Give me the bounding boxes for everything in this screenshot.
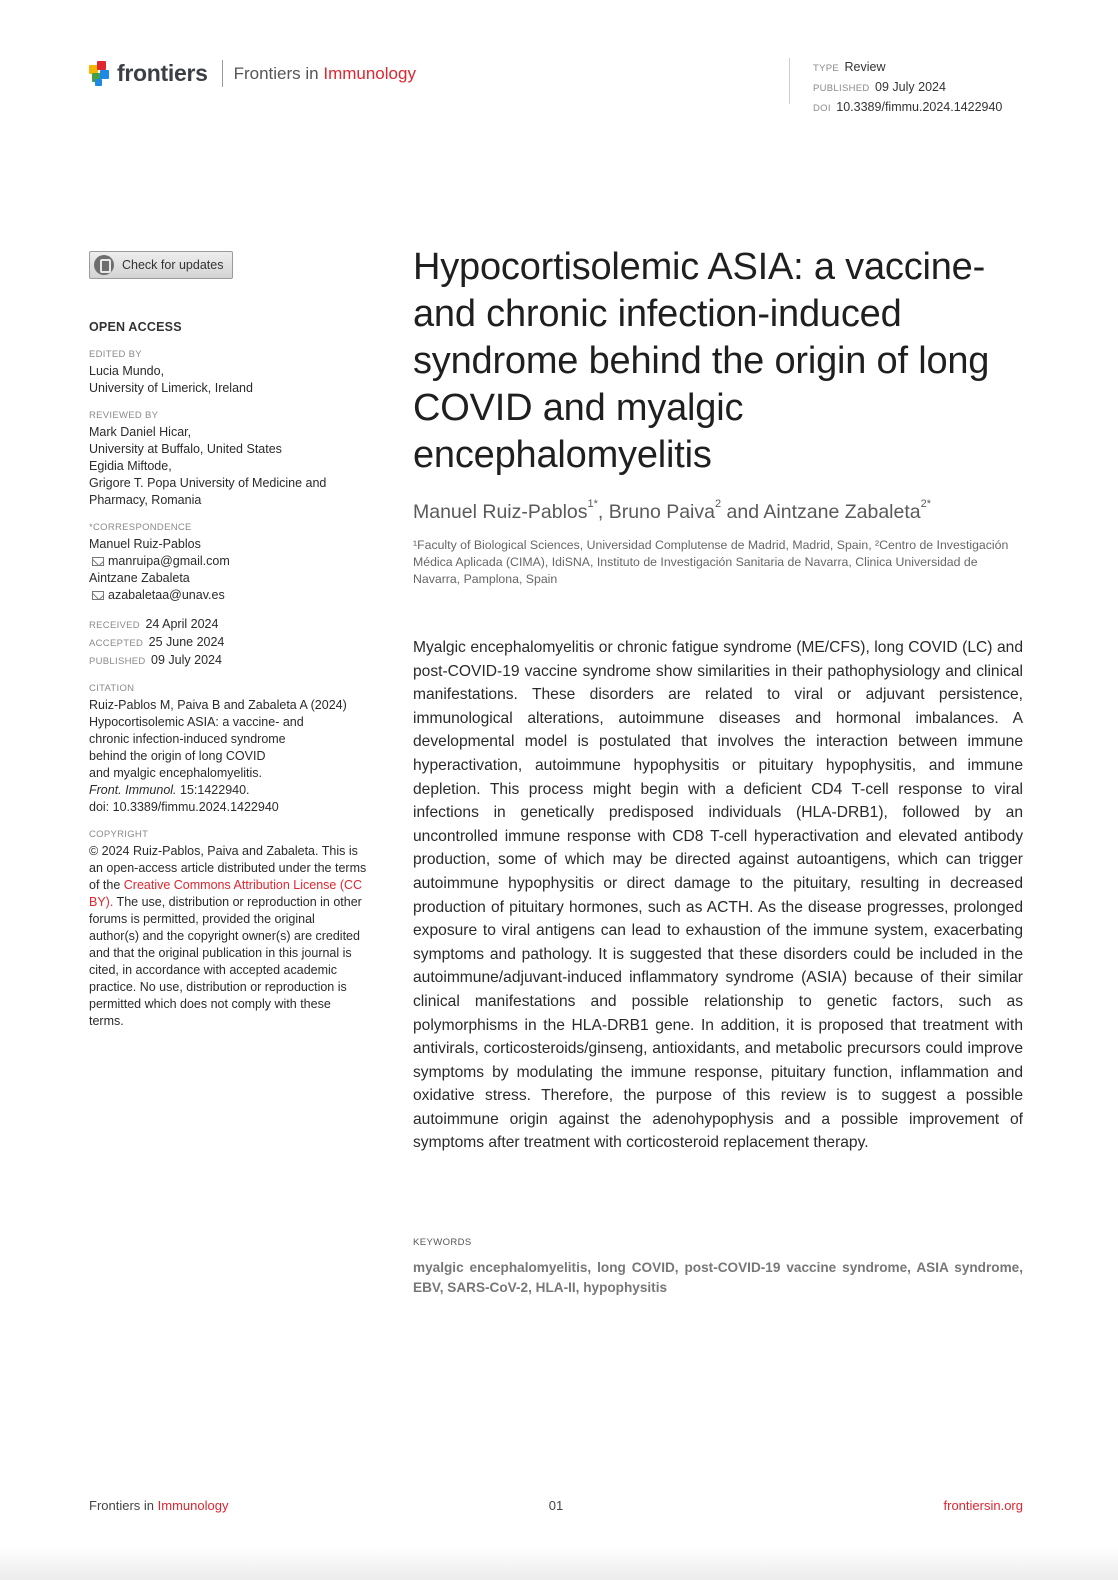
mail-icon [92, 591, 104, 600]
type-value: Review [844, 60, 886, 74]
email-row [89, 587, 367, 604]
citation-volume: 15:1422940. [176, 783, 250, 797]
citation-line: behind the origin of long COVID [89, 749, 266, 763]
bookmark-icon [94, 255, 114, 275]
citation-doi[interactable]: doi: 10.3389/fimmu.2024.1422940 [89, 800, 279, 814]
article-main [413, 244, 1023, 1298]
site-link[interactable]: frontiersin.org [943, 1498, 1023, 1513]
journal-name [234, 64, 416, 84]
reviewer-line: University at Buffalo, United States [89, 442, 282, 456]
published-label: PUBLISHED [89, 656, 146, 667]
journal-title: Immunology [323, 63, 416, 83]
check-for-updates-button[interactable] [89, 251, 233, 279]
type-label: TYPE [813, 63, 840, 74]
citation-line: chronic infection-induced syndrome [89, 732, 286, 746]
license-link[interactable]: Creative Commons Attribution License (CC BY). [89, 878, 363, 909]
doi-link[interactable]: 10.3389/fimmu.2024.1422940 [836, 100, 1003, 114]
bottom-shade [0, 1546, 1118, 1580]
accepted-value: 25 June 2024 [148, 635, 225, 649]
logo-divider [222, 60, 223, 87]
abstract: Myalgic encephalomyelitis or chronic fatigue syndrome (ME/CFS), long COVID (LC) and post-COVID-19 vaccine syndrome show similarities in their pathophysiology and clinical manifestations. These disorders are related to viral or adjuvant persistence, immunological alterations, autoimmune diseases and hormonal imbalances. A developmental model is postulated that involves the interaction between immune hyperactivation, autoimmune hypophysitis or pituitary hypophysitis, and immune depletion. This process might begin with a deficient CD4 T-cell response to viral infections in genetically predisposed individuals (HLA-DRB1), followed by an uncontrolled immune response with CD8 T-cell hyperactivation and elevated antibody production, some of which may be directed against autoantigens, which can trigger autoimmune hypophysitis or direct damage to the pituitary, resulting in decreased production of pituitary hormones, such as ACTH. As the disease progresses, prolonged exposure to viral antigens can lead to exhaustion of the immune system, exacerbating symptoms and pathology. It is suggested that these disorders could be included in the autoimmune/adjuvant-induced inflammatory syndrome (ASIA) because of their similar clinical manifestations and possible relationship to genetic factors, such as polymorphisms in the HLA-DRB1 gene. In addition, it is proposed that treatment with antivirals, corticosteroids/ginseng, antioxidants, and metabolic precursors could improve symptoms by modulating the immune response, pituitary function, inflammation and oxidative stress. Therefore, the purpose of this review is to suggest a possible autoimmune origin against the adenohypophysis and a possible improvement of symptoms after treatment with corticosteroid replacement therapy. [413, 639, 1023, 1152]
received-value: 24 April 2024 [145, 617, 219, 631]
reviewed-by-block [89, 409, 367, 509]
author-name[interactable]: Manuel Ruiz-Pablos [413, 501, 588, 523]
check-updates-label: Check for updates [122, 257, 224, 272]
affiliations: ¹Faculty of Biological Sciences, Universidad Complutense de Madrid, Madrid, Spain, ²Centro de Investigación Médica Aplicada (CIMA), IdiSNA, Instituto de Investigación Sanitaria de Navarra, Clinica Universidad de Navarra, Pamplona, Spain [413, 538, 1009, 586]
author-list [413, 498, 1023, 524]
author-superscript: 2 [715, 498, 722, 510]
published-value: 09 July 2024 [875, 80, 946, 94]
mail-icon [92, 557, 104, 566]
correspondent-name: Aintzane Zabaleta [89, 571, 190, 585]
author-name[interactable]: and Aintzane Zabaleta [721, 501, 921, 523]
article-meta [789, 58, 1023, 114]
copyright-text [89, 843, 367, 1030]
correspondence-label: *CORRESPONDENCE [89, 522, 192, 533]
reviewed-by-label: REVIEWED BY [89, 410, 159, 421]
open-access-label: OPEN ACCESS [89, 320, 182, 334]
keywords-label: KEYWORDS [413, 1237, 472, 1249]
meta-doi [813, 98, 1023, 118]
email-link[interactable]: manruipa@gmail.com [108, 554, 230, 568]
meta-type [813, 58, 1023, 78]
citation-journal-abbrev: Front. Immunol. [89, 783, 177, 797]
published-value: 09 July 2024 [151, 653, 222, 667]
received-date [89, 616, 367, 634]
journal-prefix: Frontiers in [233, 63, 324, 83]
copyright-text-end: The use, distribution or reproduction in other forums is permitted, provided the original author(s) and the copyright owner(s) are credited and that the original publication in this journal is cited, in accordance with accepted academic practice. No use, distribution or reproduction is permitted which does not comply with these terms. [89, 895, 362, 1028]
page-number: 01 [548, 1498, 564, 1513]
published-date [89, 652, 367, 670]
footer-journal-prefix: Frontiers in [89, 1498, 158, 1513]
editor-affiliation: University of Limerick, Ireland [89, 381, 253, 395]
accepted-date [89, 634, 367, 652]
correspondence-block [89, 521, 367, 604]
sidebar [89, 251, 367, 1030]
received-label: RECEIVED [89, 620, 140, 631]
reviewer-line: Mark Daniel Hicar, [89, 425, 192, 439]
copyright-text-start: © 2024 Ruiz-Pablos, Paiva and Zabaleta. This is an open-access article distributed under the terms of the [89, 844, 367, 892]
keywords: myalgic encephalomyelitis, long COVID, post-COVID-19 vaccine syndrome, ASIA syndrome, EBV, SARS-CoV-2, HLA-II, hypophysitis [413, 1260, 1023, 1296]
article-title: Hypocortisolemic ASIA: a vaccine- and chronic infection-induced syndrome behind the origin of long COVID and myalgic encephalomyelitis [413, 246, 990, 476]
logo-text: frontiers [117, 60, 208, 86]
doi-label: DOI [813, 103, 831, 114]
author-superscript: 2* [920, 498, 932, 510]
dates-block [89, 616, 367, 670]
meta-published [813, 78, 1023, 98]
frontiers-logo-icon [89, 61, 111, 87]
footer-journal-name: Immunology [157, 1498, 229, 1513]
published-label: PUBLISHED [813, 83, 870, 94]
citation-line: and myalgic encephalomyelitis. [89, 766, 263, 780]
accepted-label: ACCEPTED [89, 638, 144, 649]
reviewer-line: Grigore T. Popa University of Medicine and [89, 476, 327, 490]
citation-line: Hypocortisolemic ASIA: a vaccine- and [89, 715, 304, 729]
edited-by-block [89, 348, 367, 397]
edited-by-label: EDITED BY [89, 349, 142, 360]
citation-journal [89, 782, 367, 799]
reviewer-line: Pharmacy, Romania [89, 493, 202, 507]
copyright-block [89, 828, 367, 1030]
author-name[interactable]: , Bruno Paiva [597, 501, 715, 523]
reviewer-line: Egidia Miftode, [89, 459, 172, 473]
page-footer [89, 1498, 1023, 1518]
citation-label: CITATION [89, 683, 135, 694]
author-superscript: 1* [587, 498, 598, 510]
email-link[interactable]: azabaletaa@unav.es [108, 588, 225, 602]
editor-name: Lucia Mundo, [89, 364, 165, 378]
page-header [89, 58, 1023, 114]
copyright-label: COPYRIGHT [89, 829, 149, 840]
correspondent-name: Manuel Ruiz-Pablos [89, 537, 201, 551]
citation-line: Ruiz-Pablos M, Paiva B and Zabaleta A (2024) [89, 698, 347, 712]
email-row [89, 553, 367, 570]
citation-block [89, 682, 367, 816]
publisher-logo[interactable] [89, 60, 416, 87]
